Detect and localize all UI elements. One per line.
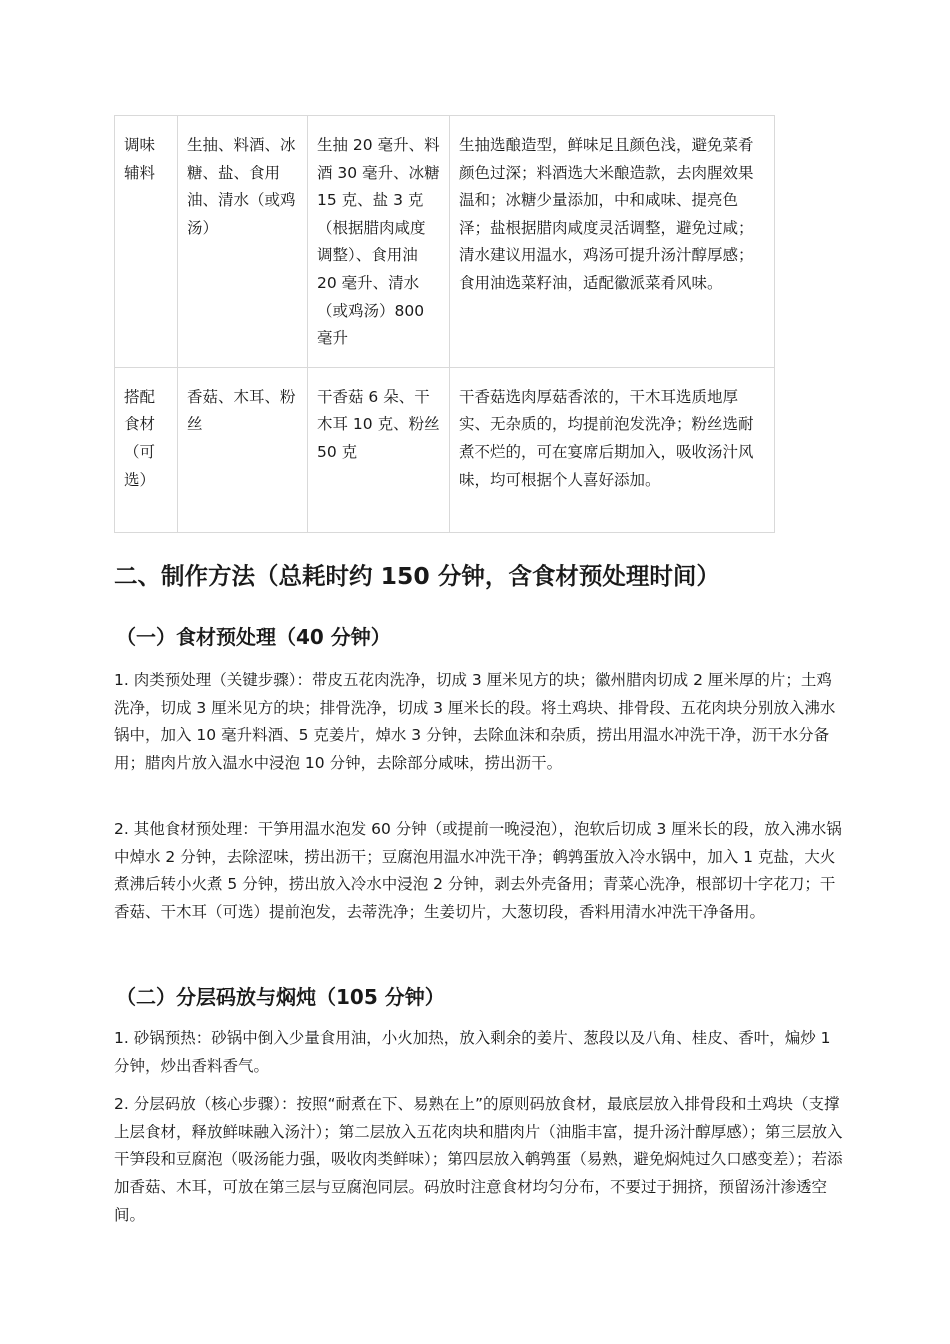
paragraph: 2. 其他食材预处理：干笋用温水泡发 60 分钟（或提前一晚浸泡），泡软后切成 3 厘米长的段，放入沸水锅中焯水 2 分钟，去除涩味，捞出沥干；豆腐泡用温水冲洗干净；鹌鹑蛋放入冷水锅中，加入 1 克盐，大火煮沸后转小火煮 5 分钟，捞出放入冷水中浸泡 2 分钟，剥去外壳备用；青菜心洗净，根部切十字花刀；干香菇、干木耳（可选）提前泡发，去蒂洗净；生姜切片，大葱切段，香料用清水冲洗干净备用。 [114,820,842,922]
subsection-heading: （二）分层码放与焖炖（105 分钟） [116,985,445,1009]
table-cell-items: 生抽、料酒、冰糖、盐、食用油、清水（或鸡汤） [178,116,308,368]
ingredient-table [114,115,775,533]
section-heading: 二、制作方法（总耗时约 150 分钟，含食材预处理时间） [114,562,720,590]
table-row [115,367,775,532]
table-cell-amount: 干香菇 6 朵、干木耳 10 克、粉丝 50 克 [308,367,450,532]
paragraph: 1. 砂锅预热：砂锅中倒入少量食用油，小火加热，放入剩余的姜片、葱段以及八角、桂皮、香叶，煸炒 1 分钟，炒出香料香气。 [114,1029,831,1075]
paragraph: 1. 肉类预处理（关键步骤）：带皮五花肉洗净，切成 3 厘米见方的块；徽州腊肉切成 2 厘米厚的片；土鸡洗净，切成 3 厘米见方的块；排骨洗净，切成 3 厘米长的段。将土鸡块、排骨段、五花肉块分别放入沸水锅中，加入 10 毫升料酒、5 克姜片，焯水 3 分钟，去除血沫和杂质，捞出用温水冲洗干净，沥干水分备用；腊肉片放入温水中浸泡 10 分钟，去除部分咸味，捞出沥干。 [114,671,836,773]
table-cell-note: 干香菇选肉厚菇香浓的，干木耳选质地厚实、无杂质的，均提前泡发洗净；粉丝选耐煮不烂的，可在宴席后期加入，吸收汤汁风味，均可根据个人喜好添加。 [450,367,775,532]
table-cell-amount: 生抽 20 毫升、料酒 30 毫升、冰糖 15 克、盐 3 克（根据腊肉咸度调整）、食用油 20 毫升、清水（或鸡汤）800 毫升 [308,116,450,368]
table-cell-category: 搭配食材（可选） [115,367,178,532]
subsection-heading: （一）食材预处理（40 分钟） [116,625,391,649]
table-row [115,116,775,368]
table-cell-items: 香菇、木耳、粉丝 [178,367,308,532]
paragraph: 2. 分层码放（核心步骤）：按照“耐煮在下、易熟在上”的原则码放食材，最底层放入排骨段和土鸡块（支撑上层食材，释放鲜味融入汤汁）；第二层放入五花肉块和腊肉片（油脂丰富，提升汤汁醇厚感）；第三层放入干笋段和豆腐泡（吸汤能力强，吸收肉类鲜味）；第四层放入鹌鹑蛋（易熟，避免焖炖过久口感变差）；若添加香菇、木耳，可放在第三层与豆腐泡同层。码放时注意食材均匀分布，不要过于拥挤，预留汤汁渗透空间。 [114,1095,843,1224]
table-cell-category: 调味辅料 [115,116,178,368]
table-cell-note: 生抽选酿造型，鲜味足且颜色浅，避免菜肴颜色过深；料酒选大米酿造款，去肉腥效果温和；冰糖少量添加，中和咸味、提亮色泽；盐根据腊肉咸度灵活调整，避免过咸；清水建议用温水，鸡汤可提升汤汁醇厚感；食用油选菜籽油，适配徽派菜肴风味。 [450,116,775,368]
